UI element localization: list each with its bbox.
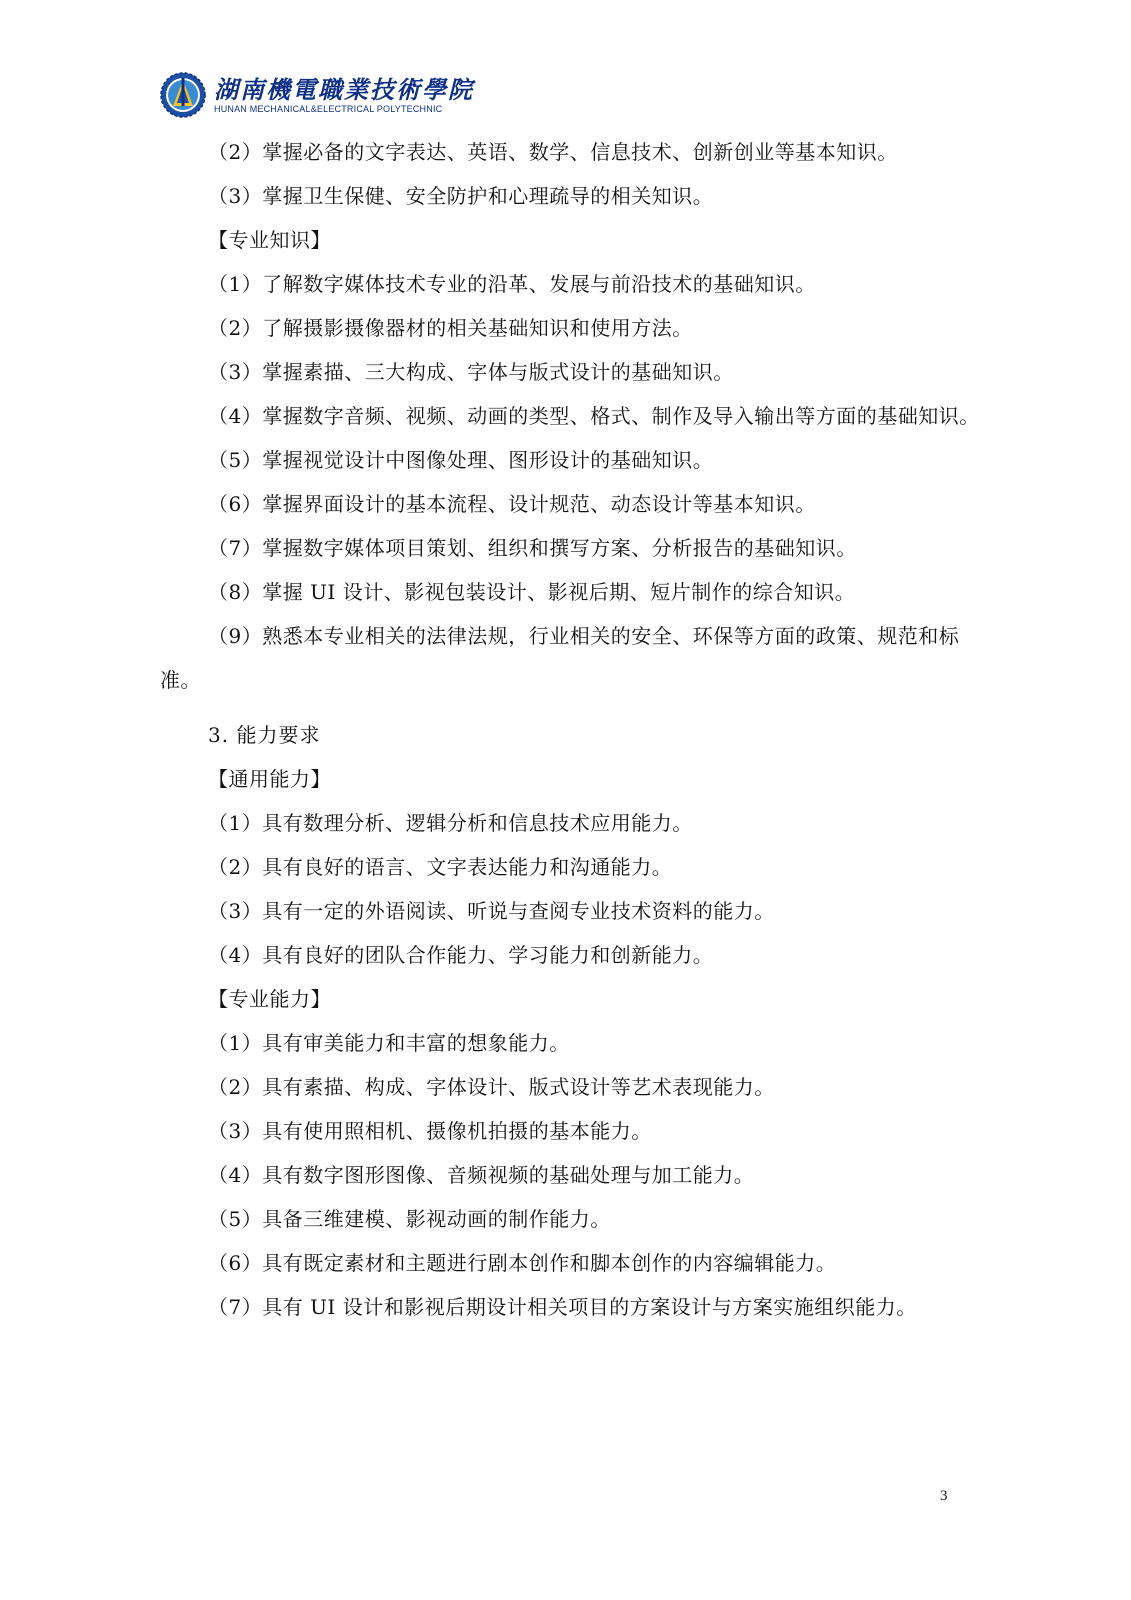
professional-knowledge-heading: 【专业知识】: [208, 228, 331, 252]
college-seal-icon: [160, 72, 206, 118]
professional-ability-item-7: （7）具有 UI 设计和影视后期设计相关项目的方案设计与方案实施组织能力。: [208, 1295, 917, 1319]
professional-knowledge-item-1: （1）了解数字媒体技术专业的沿革、发展与前沿技术的基础知识。: [208, 272, 816, 296]
professional-knowledge-item-7: （7）掌握数字媒体项目策划、组织和撰写方案、分析报告的基础知识。: [208, 536, 857, 560]
professional-ability-item-4: （4）具有数字图形图像、音频视频的基础处理与加工能力。: [208, 1163, 755, 1187]
professional-ability-item-6: （6）具有既定素材和主题进行剧本创作和脚本创作的内容编辑能力。: [208, 1251, 837, 1275]
professional-ability-item-2: （2）具有素描、构成、字体设计、版式设计等艺术表现能力。: [208, 1075, 775, 1099]
professional-ability-heading: 【专业能力】: [208, 987, 331, 1011]
knowledge-general-item-3: （3）掌握卫生保健、安全防护和心理疏导的相关知识。: [208, 184, 714, 208]
professional-knowledge-item-6: （6）掌握界面设计的基本流程、设计规范、动态设计等基本知识。: [208, 492, 816, 516]
page-header: [160, 70, 474, 120]
ability-section-title: 3. 能力要求: [208, 723, 321, 747]
professional-knowledge-item-3: （3）掌握素描、三大构成、字体与版式设计的基础知识。: [208, 360, 734, 384]
professional-knowledge-item-2: （2）了解摄影摄像器材的相关基础知识和使用方法。: [208, 316, 693, 340]
college-name-en: HUNAN MECHANICAL&ELECTRICAL POLYTECHNIC: [214, 103, 443, 114]
professional-knowledge-item-4: （4）掌握数字音频、视频、动画的类型、格式、制作及导入输出等方面的基础知识。: [208, 404, 980, 428]
document-body: [160, 130, 980, 1329]
general-ability-item-1: （1）具有数理分析、逻辑分析和信息技术应用能力。: [208, 811, 693, 835]
general-ability-item-2: （2）具有良好的语言、文字表达能力和沟通能力。: [208, 855, 673, 879]
professional-knowledge-item-8: （8）掌握 UI 设计、影视包装设计、影视后期、短片制作的综合知识。: [208, 580, 856, 604]
college-logo-text: [214, 76, 474, 115]
knowledge-general-item-2: （2）掌握必备的文字表达、英语、数学、信息技术、创新创业等基本知识。: [208, 140, 898, 164]
college-name-cn: 湖南機電職業技術學院: [214, 74, 474, 104]
professional-ability-item-3: （3）具有使用照相机、摄像机拍摄的基本能力。: [208, 1119, 652, 1143]
general-ability-heading: 【通用能力】: [208, 767, 331, 791]
professional-ability-item-5: （5）具备三维建模、影视动画的制作能力。: [208, 1207, 611, 1231]
professional-knowledge-item-9: （9）熟悉本专业相关的法律法规，行业相关的安全、环保等方面的政策、规范和标准。: [160, 624, 960, 692]
professional-ability-item-1: （1）具有审美能力和丰富的想象能力。: [208, 1031, 570, 1055]
general-ability-item-3: （3）具有一定的外语阅读、听说与查阅专业技术资料的能力。: [208, 899, 775, 923]
general-ability-item-4: （4）具有良好的团队合作能力、学习能力和创新能力。: [208, 943, 714, 967]
professional-knowledge-item-5: （5）掌握视觉设计中图像处理、图形设计的基础知识。: [208, 448, 714, 472]
page-number: 3: [940, 1488, 948, 1504]
